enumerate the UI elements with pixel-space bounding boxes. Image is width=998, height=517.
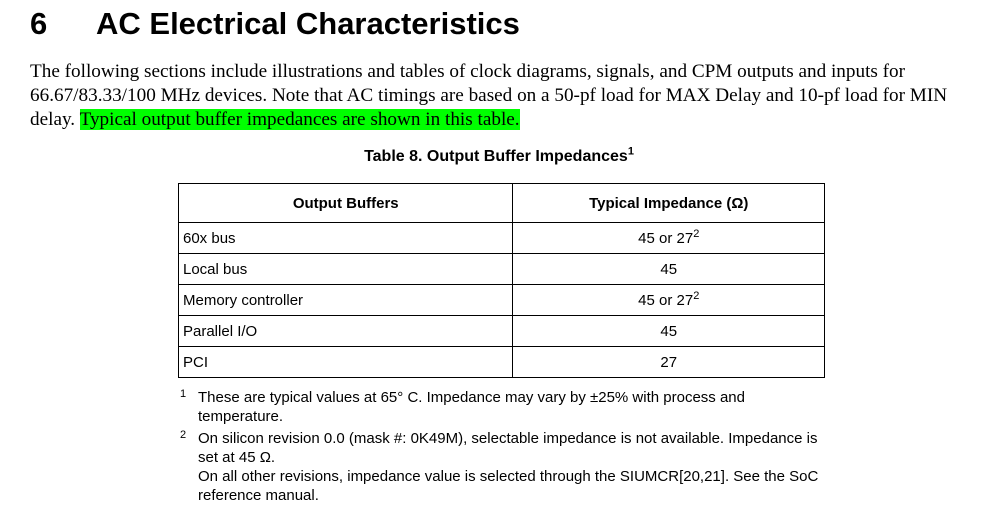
buffer-cell: Memory controller (179, 285, 513, 316)
highlighted-sentence: Typical output buffer impedances are shown in this table. (79, 109, 520, 130)
impedance-cell (513, 316, 825, 347)
buffer-cell: 60x bus (179, 223, 513, 254)
footnote-text: On all other revisions, impedance value is selected through the SIUMCR[20,21]. See the SoC reference manual. (198, 468, 819, 504)
header-typical-impedance: Typical Impedance (Ω) (513, 184, 825, 223)
footnote-mark: 2 (180, 429, 187, 441)
table-footnotes (178, 388, 828, 508)
buffer-cell: Parallel I/O (179, 316, 513, 347)
impedance-cell (513, 223, 825, 254)
buffer-cell: Local bus (179, 254, 513, 285)
table-row (179, 347, 825, 378)
impedance-value: 45 or 27 (638, 229, 694, 247)
impedance-value: 45 (660, 260, 678, 278)
table-row (179, 254, 825, 285)
impedance-cell (513, 285, 825, 316)
footnote-1 (178, 388, 828, 426)
impedance-value: 27 (660, 353, 678, 371)
impedance-cell (513, 347, 825, 378)
table-title-text: Table 8. Output Buffer Impedances (364, 148, 628, 165)
table-header-row (179, 184, 825, 223)
output-buffer-impedance-table (178, 183, 825, 378)
table-row (179, 285, 825, 316)
table-title (0, 145, 998, 166)
header-output-buffers: Output Buffers (179, 184, 513, 223)
intro-text: The following sections include illustrations and tables of clock diagrams, signals, and CPM outputs and inputs for 66.67/83.33/100 MHz devices. Note that AC timings are based on a 50-pf load for MAX Delay and 10-pf load for MIN delay. (30, 61, 948, 130)
section-number: 6 (30, 6, 48, 41)
footnote-text: On silicon revision 0.0 (mask #: 0K49M), selectable impedance is not available. Impedance is set at 45 Ω. (198, 430, 818, 466)
section-heading (30, 6, 520, 42)
footnote-mark: 2 (693, 227, 700, 240)
impedance-value: 45 (660, 322, 678, 340)
table-title-footnote-mark: 1 (627, 145, 634, 158)
impedance-value: 45 or 27 (638, 291, 694, 309)
footnote-mark: 1 (180, 388, 187, 400)
footnote-2 (178, 429, 828, 505)
table-row (179, 316, 825, 347)
footnote-text: These are typical values at 65° C. Impedance may vary by ±25% with process and temperature. (198, 389, 745, 425)
intro-paragraph (30, 60, 980, 132)
buffer-cell: PCI (179, 347, 513, 378)
footnote-mark: 2 (693, 289, 700, 302)
impedance-cell (513, 254, 825, 285)
table-row (179, 223, 825, 254)
section-title: AC Electrical Characteristics (96, 6, 520, 41)
